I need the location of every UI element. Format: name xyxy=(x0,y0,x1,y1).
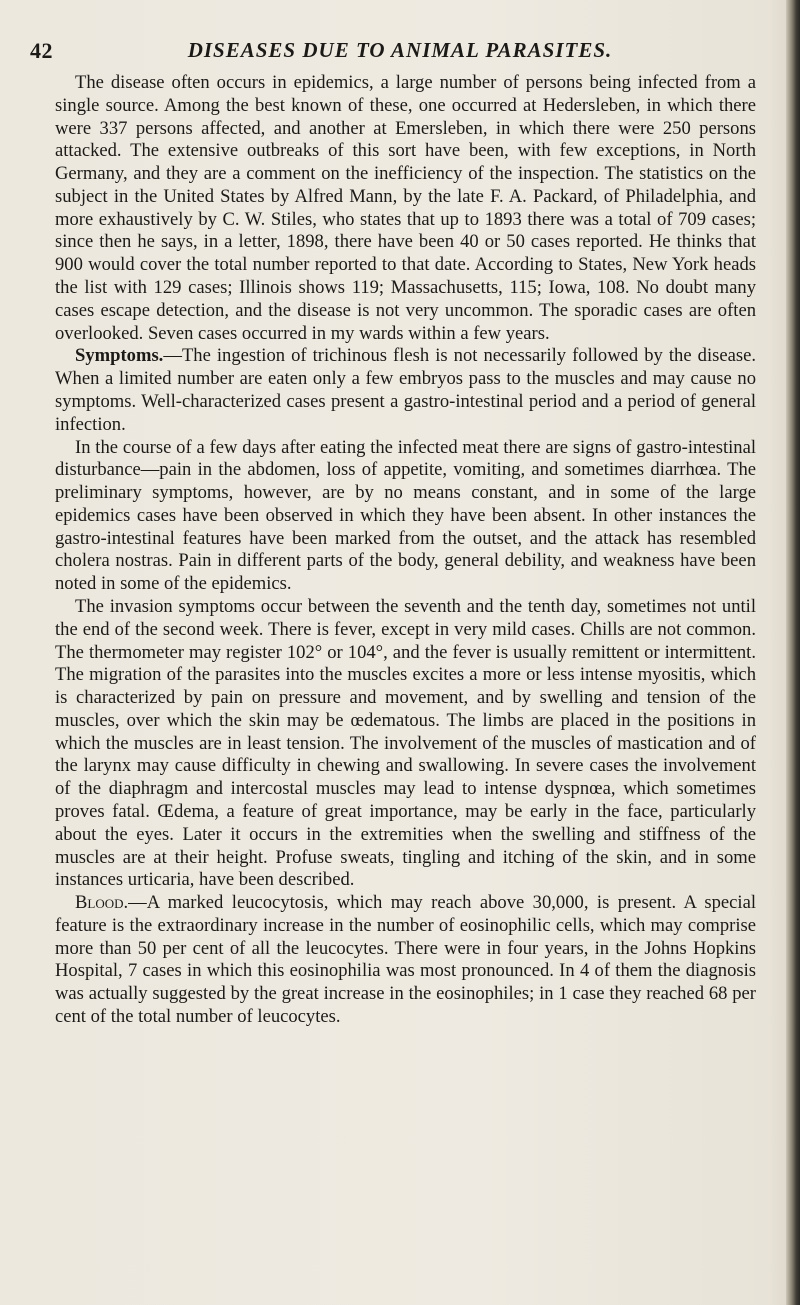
paragraph-epidemics: The disease often occurs in epidemics, a large number of persons being infected from a single source. Among the best known of these, one occurred at Hedersleben, in which there were 337 persons affected, and another at Emersleben, in which there were 250 persons attacked. The extensive outbreaks of this sort have been, with few exceptions, in North Germany, and they are a comment on the inefficiency of the inspection. The statistics on the subject in the United States by Alfred Mann, by the late F. A. Packard, of Philadelphia, and more exhaustively by C. W. Stiles, who states that up to 1893 there was a total of 709 cases; since then he says, in a letter, 1898, there have been 40 or 50 cases reported. He thinks that 900 would cover the total number reported to that date. According to States, New York heads the list with 129 cases; Illinois shows 119; Massachusetts, 115; Iowa, 108. No doubt many cases escape detection, and the disease is not very uncommon. The sporadic cases are often overlooked. Seven cases occurred in my wards within a few years. xyxy=(55,72,756,344)
paragraph-gastro-intestinal: In the course of a few days after eating the infected meat there are signs of gastro-intestinal disturbance—pain in the abdomen, loss of appetite, vomiting, and sometimes diarrhœa. The preliminary symptoms, however, are by no means constant, and in some of the large epidemics cases have been observed in which they have been absent. In other instances the gastro-intestinal features have been marked from the outset, and the attack has resembled cholera nostras. Pain in different parts of the body, general debility, and weakness have been noted in some of the epidemics. xyxy=(55,436,756,595)
running-title: DISEASES DUE TO ANIMAL PARASITES. xyxy=(187,38,613,62)
paragraph-symptoms xyxy=(55,345,756,436)
section-heading-symptoms: Symptoms. xyxy=(75,345,164,367)
page-number: 42 xyxy=(30,38,53,63)
paragraph-invasion: The invasion symptoms occur between the seventh and the tenth day, sometimes not until the end of the second week. There is fever, except in very mild cases. Chills are not common. The thermometer may register 102° or 104°, and the fever is usually remittent or intermittent. The migration of the parasites into the muscles excites a more or less intense myositis, which is characterized by pain on pressure and movement, and by swelling and tension of the muscles, over which the skin may be œdematous. The limbs are placed in the positions in which the muscles are in least tension. The involvement of the muscles of mastication and of the larynx may cause difficulty in chewing and swallowing. In severe cases the involvement of the diaphragm and intercostal muscles may lead to intense dyspnœa, which sometimes proves fatal. Œdema, a feature of great importance, may be early in the face, particularly about the eyes. Later it occurs in the extremities when the swelling and stiffness of the muscles are at their height. Profuse sweats, tingling and itching of the skin, and in some instances urticaria, have been described. xyxy=(55,595,756,891)
section-heading-blood: Blood. xyxy=(75,892,129,914)
book-spine-edge xyxy=(786,0,800,1305)
paragraph-symptoms-text: —The ingestion of trichinous flesh is not necessarily followed by the disease. When a limited number are eaten only a few embryos pass to the muscles and may cause no symptoms. Well-characterized cases present a gastro-intestinal period and a period of general infection. xyxy=(55,345,756,435)
page-header xyxy=(30,38,770,68)
paragraph-blood xyxy=(55,892,756,1029)
paragraph-blood-text: —A marked leucocytosis, which may reach above 30,000, is present. A special feature is the extraordinary increase in the number of eosinophilic cells, which may comprise more than 50 per cent of all the leucocytes. There were in four years, in the Johns Hopkins Hospital, 7 cases in which this eosinophilia was most pronounced. In 4 of them the diagnosis was actually suggested by the great increase in the eosinophiles; in 1 case they reached 68 per cent of the total number of leucocytes. xyxy=(55,892,756,1028)
body-text xyxy=(55,72,756,1029)
